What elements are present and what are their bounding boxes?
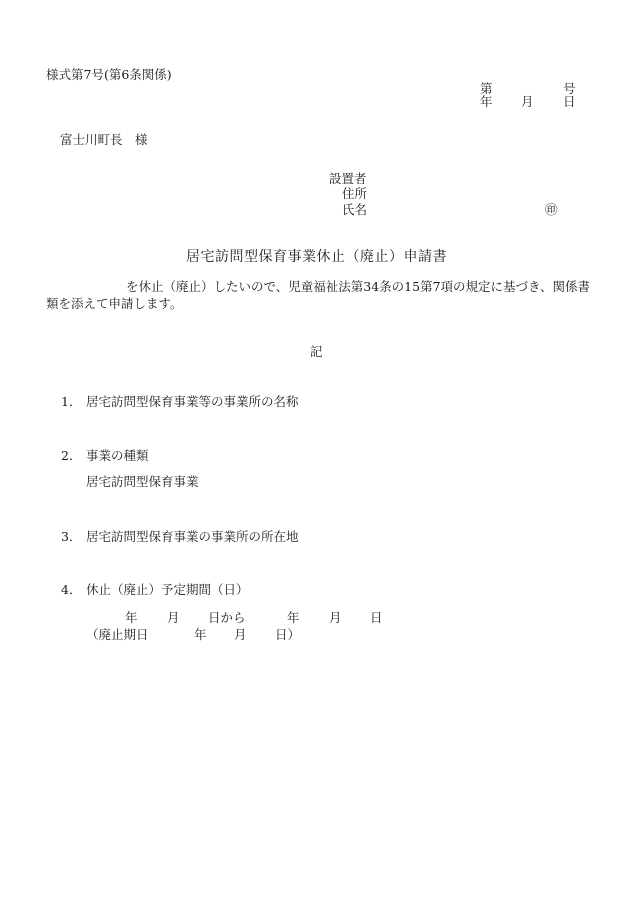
doc-number-suffix: 号 <box>563 81 576 96</box>
applicant-address-label: 住所 <box>342 186 368 201</box>
period-end-day: 日 <box>370 610 383 625</box>
abolish-date-close: 日） <box>275 627 301 642</box>
period-end-month: 月 <box>329 610 342 625</box>
seal-mark: ㊞ <box>545 202 558 217</box>
item3-label: 居宅訪問型保育事業の事業所の所在地 <box>86 529 299 544</box>
item3-number: 3． <box>61 529 82 544</box>
doc-number-prefix: 第 <box>480 81 493 96</box>
ki-heading: 記 <box>310 344 323 359</box>
item2-number: 2． <box>61 448 82 463</box>
abolish-date-year: 年 <box>194 627 207 642</box>
applicant-name-label: 氏名 <box>342 202 368 217</box>
date-month: 月 <box>521 94 534 109</box>
item2-value: 居宅訪問型保育事業 <box>86 474 199 489</box>
item1-label: 居宅訪問型保育事業等の事業所の名称 <box>86 394 299 409</box>
item2-label: 事業の種類 <box>86 448 149 463</box>
item1-number: 1． <box>61 394 82 409</box>
date-year: 年 <box>480 94 493 109</box>
applicant-heading: 設置者 <box>329 171 367 186</box>
date-day: 日 <box>563 94 576 109</box>
body-text: を休止（廃止）したいので、児童福祉法第34条の15第7項の規定に基づき、関係書類を添えて申請します。 <box>46 279 591 311</box>
form-number: 様式第7号(第6条関係) <box>46 67 172 82</box>
item4-number: 4． <box>61 582 82 597</box>
period-start-from: 日から <box>208 610 246 625</box>
abolish-date-open: （廃止期日 <box>86 627 149 642</box>
addressee: 富士川町長 様 <box>60 132 148 147</box>
period-start-year: 年 <box>125 610 138 625</box>
period-end-year: 年 <box>287 610 300 625</box>
period-start-month: 月 <box>167 610 180 625</box>
body-paragraph <box>46 278 594 312</box>
item4-label: 休止（廃止）予定期間（日） <box>86 582 249 597</box>
document-title: 居宅訪問型保育事業休止（廃止）申請書 <box>186 249 447 265</box>
abolish-date-month: 月 <box>234 627 247 642</box>
